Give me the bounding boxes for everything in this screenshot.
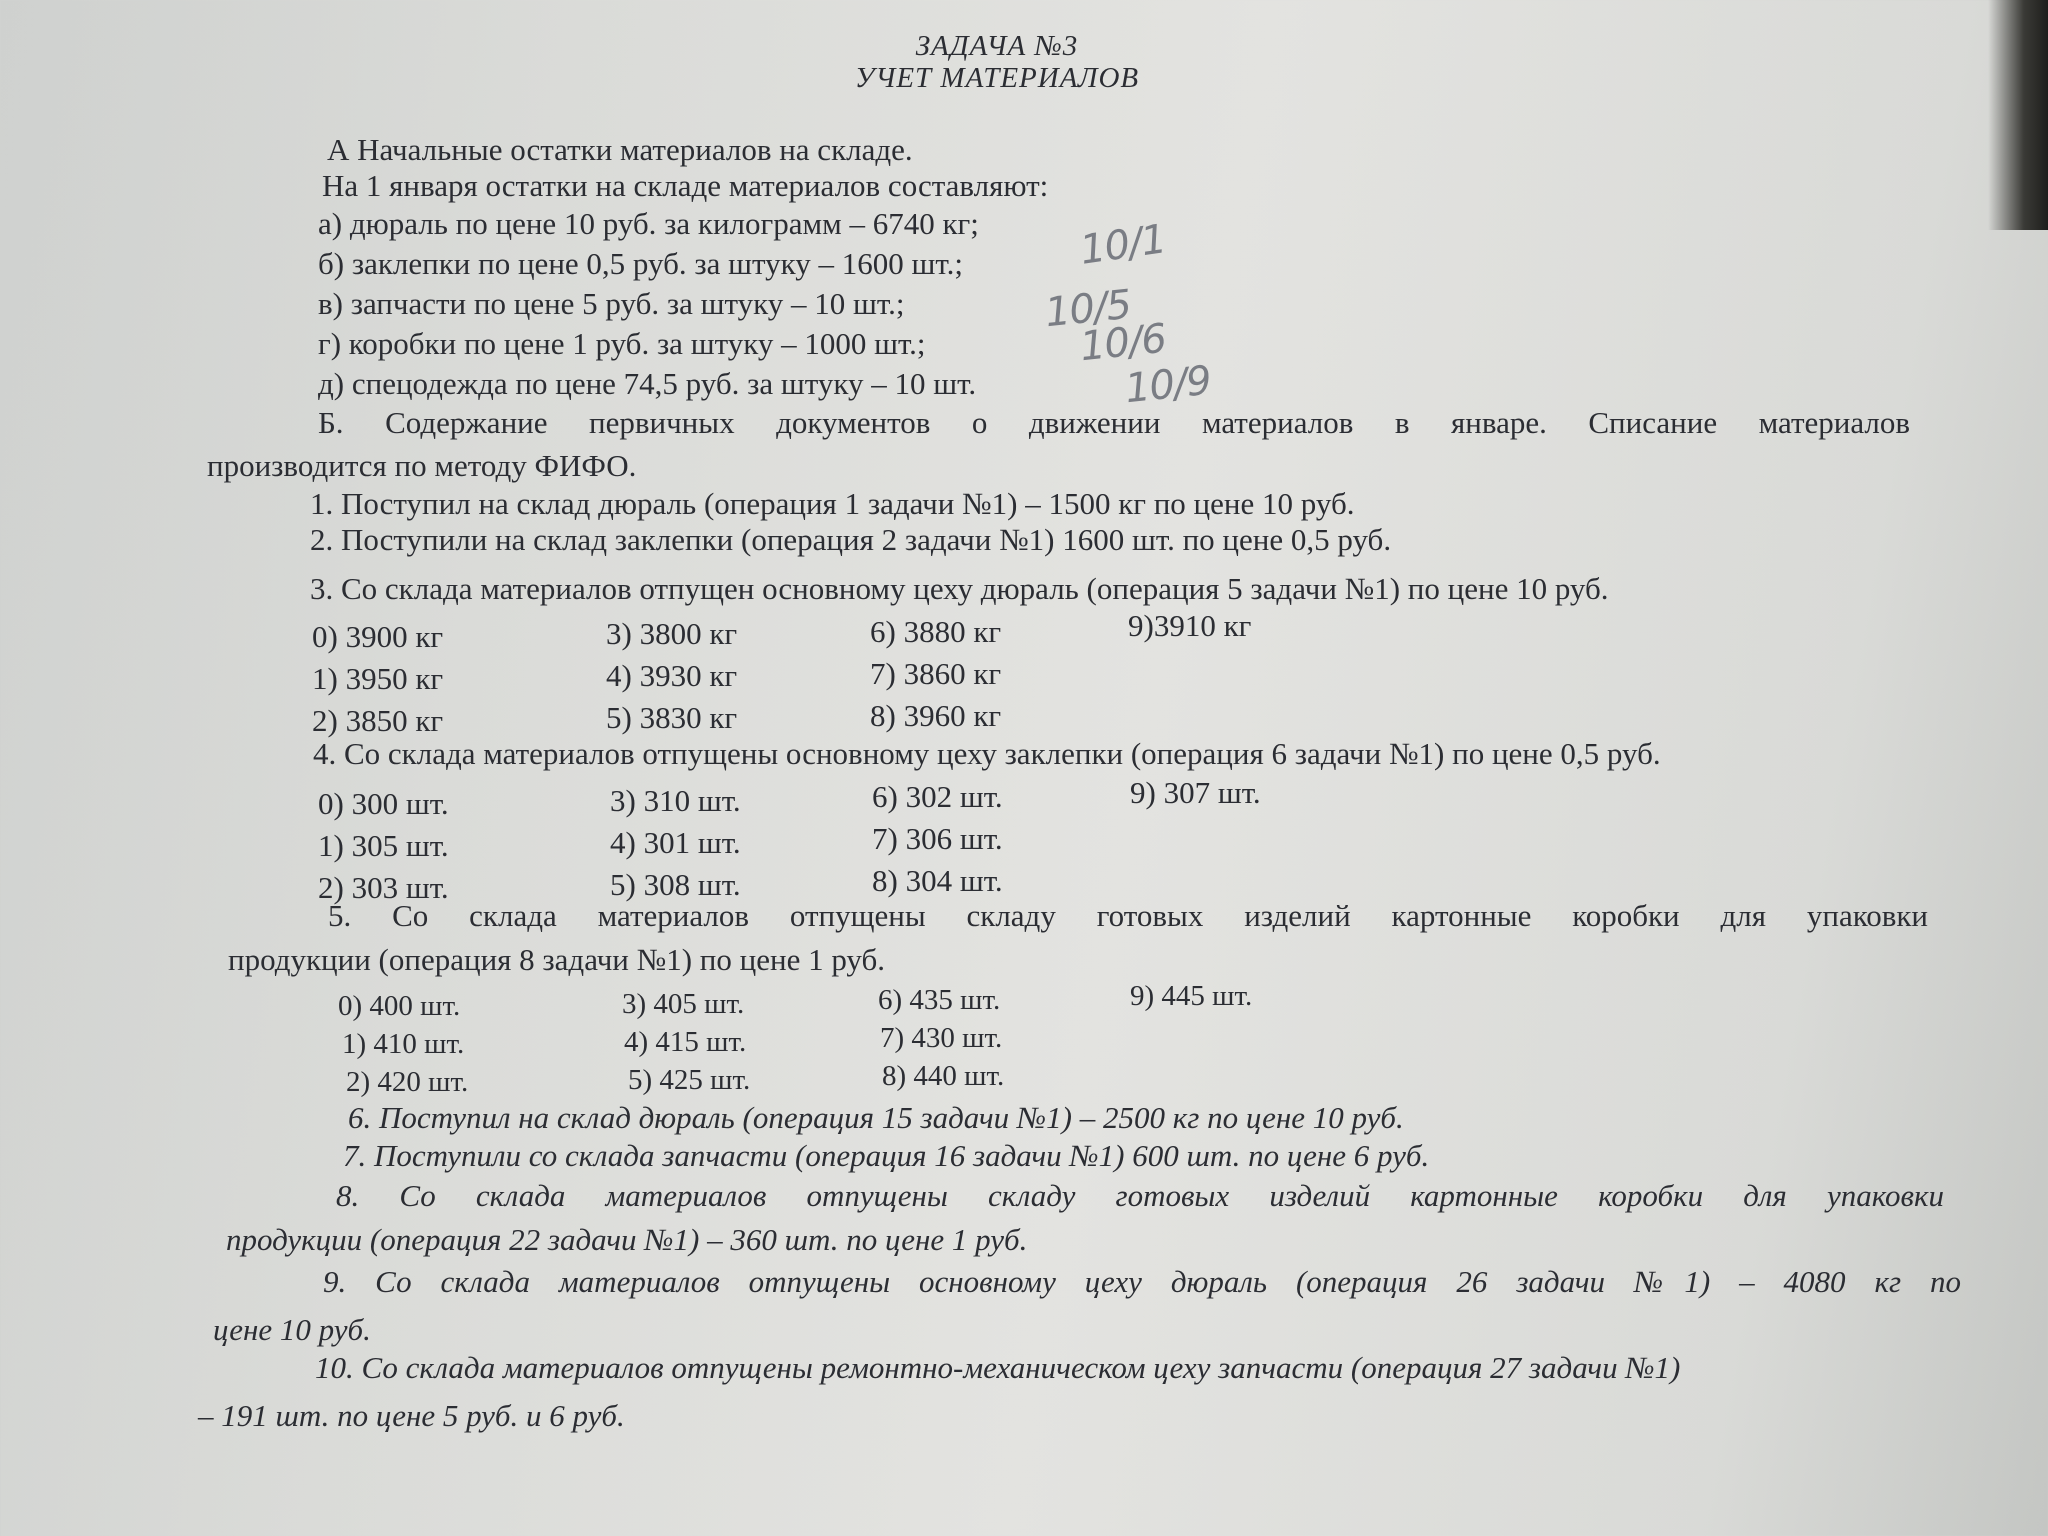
answer-option: 2) 420 шт. [346,1066,469,1098]
answer-option: 7) 306 шт. [872,821,1003,856]
answer-option: 4) 3930 кг [606,658,738,693]
answer-option: 3) 3800 кг [606,616,738,651]
answer-option: 5) 308 шт. [610,867,741,902]
operation-2: 2. Поступили на склад заклепки (операция 2 задачи №1) 1600 шт. по цене 0,5 руб. [310,522,1392,557]
answer-option: 8) 3960 кг [870,698,1002,733]
answer-option: 8) 304 шт. [872,863,1003,898]
answer-option: 7) 430 шт. [880,1022,1003,1054]
answer-option: 4) 301 шт. [610,825,741,860]
operation-10-cont: – 191 шт. по цене 5 руб. и 6 руб. [198,1398,625,1433]
operation-5: 5. Со склада материалов отпущены складу готовых изделий картонные коробки для упаковки [328,898,1928,933]
section-a-intro: На 1 января остатки на складе материалов составляют: [322,168,1049,203]
handwritten-note: 10/1 [1077,216,1169,274]
answer-option: 0) 400 шт. [338,990,461,1022]
operation-10: 10. Со склада материалов отпущены ремонтно-механическом цеху запчасти (операция 27 задачи №1) [315,1350,1681,1385]
answer-option: 2) 3850 кг [312,703,444,738]
answer-option: 3) 405 шт. [622,988,745,1020]
operation-3: 3. Со склада материалов отпущен основному цеху дюраль (операция 5 задачи №1) по цене 10 руб. [310,571,1609,606]
section-b-heading-cont: производится по методу ФИФО. [207,448,637,483]
answer-option: 4) 415 шт. [624,1026,747,1058]
stock-item: д) спецодежда по цене 74,5 руб. за штуку – 10 шт. [318,366,977,401]
answer-option: 9)3910 кг [1128,608,1252,643]
operation-4: 4. Со склада материалов отпущены основному цеху заклепки (операция 6 задачи №1) по цене 0,5 руб. [313,736,1661,771]
stock-item: в) запчасти по цене 5 руб. за штуку – 10 шт.; [318,286,905,321]
answer-option: 5) 3830 кг [606,700,738,735]
operation-7: 7. Поступили со склада запчасти (операция 16 задачи №1) 600 шт. по цене 6 руб. [343,1138,1430,1173]
answer-option: 6) 3880 кг [870,614,1002,649]
stock-item: г) коробки по цене 1 руб. за штуку – 1000 шт.; [318,326,926,361]
answer-option: 6) 302 шт. [872,779,1003,814]
answer-option: 1) 3950 кг [312,661,444,696]
page-title: УЧЕТ МАТЕРИАЛОВ [854,62,1140,94]
operation-8: 8. Со склада материалов отпущены складу готовых изделий картонные коробки для упаковки [336,1178,1944,1213]
answer-option: 8) 440 шт. [882,1060,1005,1092]
answer-option: 1) 410 шт. [342,1028,465,1060]
stock-item: а) дюраль по цене 10 руб. за килограмм – 6740 кг; [318,206,979,241]
handwritten-note: 10/9 [1122,357,1213,413]
answer-option: 9) 307 шт. [1130,775,1261,810]
answer-option: 0) 300 шт. [318,786,449,821]
answer-option: 5) 425 шт. [628,1064,751,1096]
stock-item: б) заклепки по цене 0,5 руб. за штуку – 1600 шт.; [318,246,963,281]
operation-5-cont: продукции (операция 8 задачи №1) по цене 1 руб. [228,942,886,977]
operation-8-cont: продукции (операция 22 задачи №1) – 360 шт. по цене 1 руб. [226,1222,1028,1257]
answer-option: 6) 435 шт. [878,984,1001,1016]
answer-option: 7) 3860 кг [870,656,1002,691]
operation-9-cont: цене 10 руб. [213,1312,371,1347]
section-a-heading: А Начальные остатки материалов на складе. [327,132,913,167]
task-number: ЗАДАЧА №3 [915,30,1079,62]
answer-option: 0) 3900 кг [312,619,444,654]
handwritten-note: 10/6 [1077,315,1168,371]
operation-9: 9. Со склада материалов отпущены основному цеху дюраль (операция 26 задачи №1) – 4080 кг по [323,1264,1961,1299]
operation-6: 6. Поступил на склад дюраль (операция 15 задачи №1) – 2500 кг по цене 10 руб. [348,1100,1404,1135]
answer-option: 9) 445 шт. [1130,980,1253,1012]
answer-option: 1) 305 шт. [318,828,449,863]
answer-option: 3) 310 шт. [610,783,741,818]
handwritten-note: 10/5 [1042,281,1133,337]
section-b-heading: Б. Содержание первичных документов о движении материалов в январе. Списание материалов [318,405,1910,440]
operation-1: 1. Поступил на склад дюраль (операция 1 задачи №1) – 1500 кг по цене 10 руб. [310,486,1355,521]
answer-option: 2) 303 шт. [318,870,449,905]
